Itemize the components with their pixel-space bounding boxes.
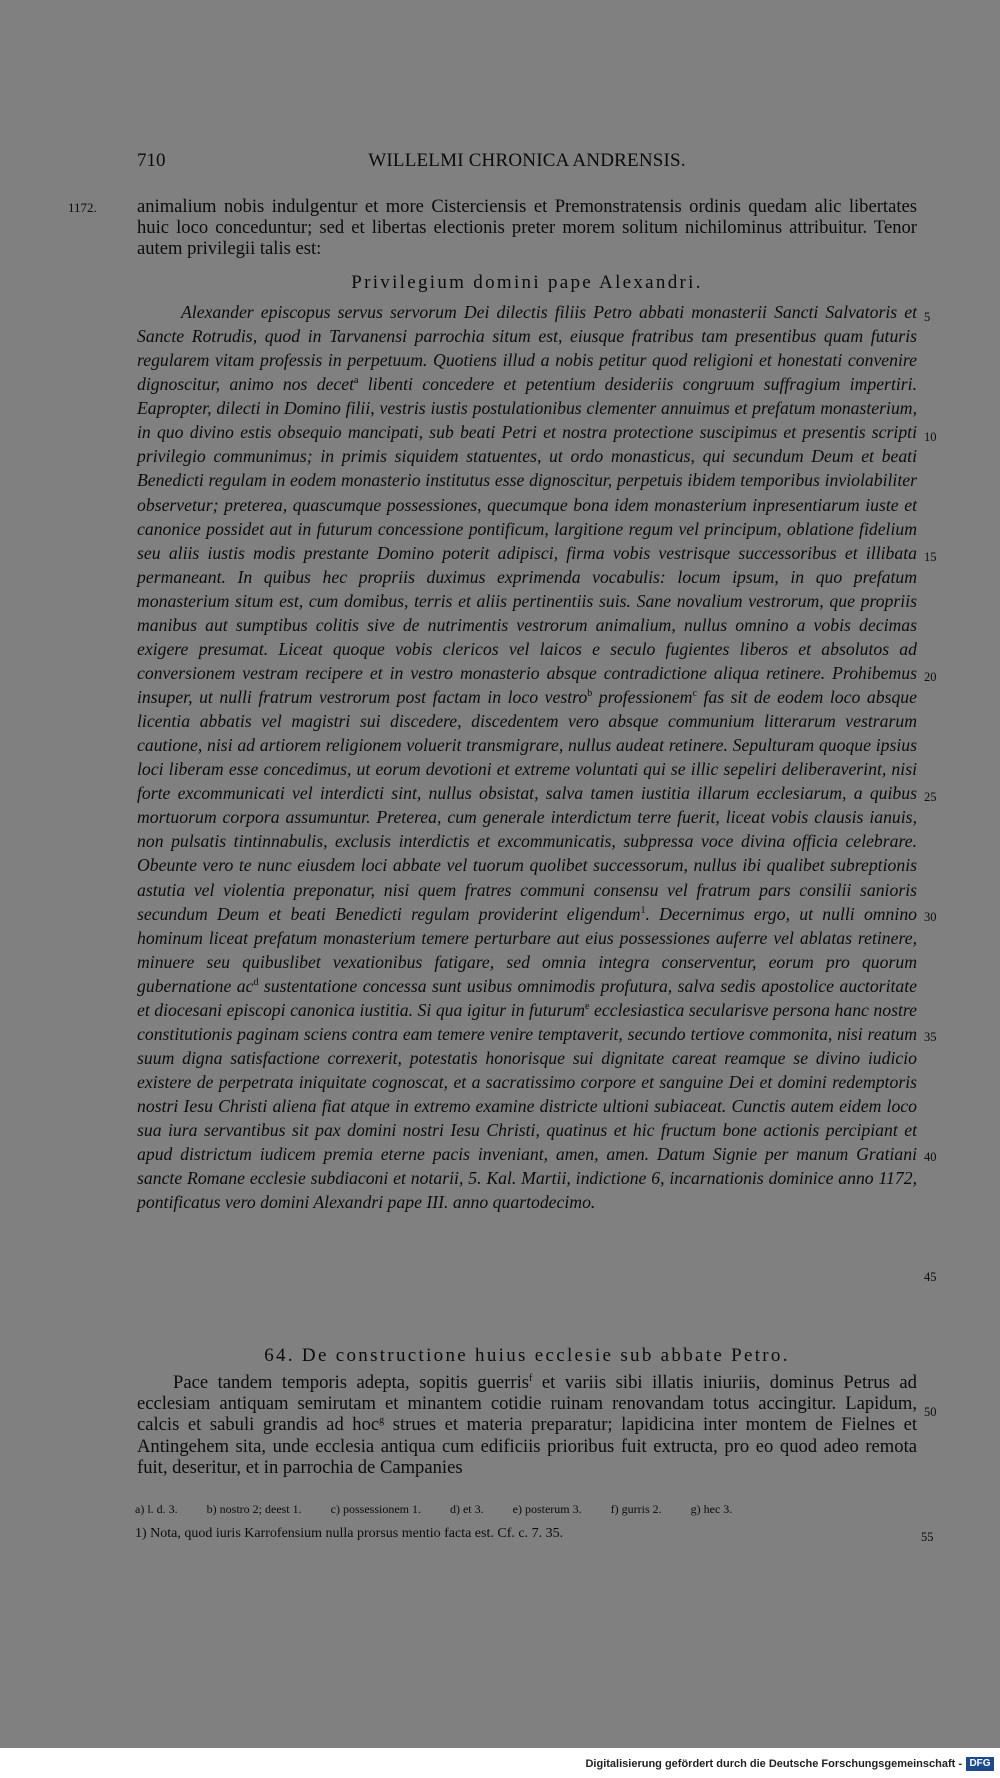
footnote-mark: c — [692, 688, 697, 700]
line-number: 25 — [924, 790, 937, 804]
chapter-text-part: Pace tandem temporis adepta, sopitis guerris — [173, 1372, 529, 1393]
privilege-text-part: sustentatione concessa sunt usibus omnimodis profutura, salva sedis apostolice auctoritate et diocesani episcopi canonica iustitia. Si qua igitur in futurum — [137, 975, 918, 1020]
funding-footer-bar — [0, 1748, 1000, 1778]
dfg-logo-icon: DFG — [966, 1757, 994, 1771]
variant-note: g) hec 3. — [690, 1502, 733, 1516]
privilege-text-part: Alexander episcopus servus servorum Dei dilectis filiis Petro abbati monasterii Sancti Salvatoris et Sancte Rotrudis, quod in Tarvanensi parrochia situm est, eiusque fratribus tam presentibus quam futuris regularem vitam professis in perpetuum. Quotiens illud a nobis petitur quod religioni et honestati convenire dignoscitur, animo nos decet — [137, 302, 917, 395]
variant-note: b) nostro 2; deest 1. — [206, 1502, 302, 1516]
funding-notice: Digitalisierung gefördert durch die Deutsche Forschungsgemeinschaft - — [585, 1758, 962, 1770]
line-number: 10 — [924, 430, 937, 444]
footnote-mark: 1 — [640, 904, 646, 916]
privilege-text-part: libenti concedere et petentium desideriis congruum suffragium impertiri. Eapropter, dilecti in Domino filii, vestris iustis postulationibus clementer annuimus et prefatum monasterium, in quo divino estis obsequio mancipati, sub beati Petri et nostra protectione suscipimus et presentis scripti privilegio communimus; in primis siquidem statuentes, ut ordo monasticus, qui secundum Deum et beati Benedicti regulam in eodem monasterio institutus esse dignoscitur, perpetuis ibidem temporibus inviolabiliter observetur; preterea, quascumque possessiones, quecumque bona idem monasterium inpresentiarum iuste et canonice possidet aut in futurum concessione pontificum, largitione regum vel principum, oblatione fidelium seu aliis iustis modis prestante Domino poterit adipisci, firma vobis vestrisque successoribus et illibata permaneant. In quibus hec propriis duximus exprimenda vocabulis: locum ipsum, in quo prefatum monasterium situm est, cum domibus, terris et aliis pertinentiis suis. Sane novalium vestrorum, que propriis manibus aut sumptibus colitis sive de nutrimentis vestrorum animalium, nullus omnino a vobis decimas exigere presumat. Liceat quoque vobis clericos vel laicos e seculo fugientes liberos et absolutos ad conversionem vestram recipere et in vestro monasterio absque contradictione aliqua retinere. Prohibemus insuper, ut nulli fratrum vestrorum post factam in loco vestro — [137, 374, 917, 707]
footnote-mark: d — [253, 976, 259, 988]
explanatory-footnote: 1) Nota, quod iuris Karrofensium nulla prorsus mentio facta est. Cf. c. 7. 35. — [135, 1526, 564, 1541]
variant-note: f) gurris 2. — [610, 1502, 662, 1516]
variant-note: e) posterum 3. — [512, 1502, 582, 1516]
privilege-text-part: fas sit de eodem loco absque licentia abbatis vel magistri sui discedere, discedentem vero absque communium litterarum vestrarum cautione, nisi ad artiorem religionem voluerit transmigrare, nullus audeat retinere. Sepulturam quoque ipsius loci liberam esse concedimus, ut eorum devotioni et extreme voluntati qui se illic sepeliri deliberaverint, nisi forte excommunicati vel interdicti sint, nullus obsistat, salva tamen iustitia illarum ecclesiarum, a quibus mortuorum corpora assumuntur. Preterea, cum generale interdictum terre fuerit, liceat vobis clausis ianuis, non pulsatis tintinnabulis, exclusis interdictis et excommunicatis, subpressa voce divina officia celebrare. Obeunte vero te nunc eiusdem loci abbate vel tuorum quolibet successorum, nullus ibi qualibet subreptionis astutia vel violentia preponatur, nisi quem fratres communi consensu vel fratrum pars consilii sanioris secundum Deum et beati Benedicti regulam providerint eligendum — [137, 687, 917, 924]
privilege-text-part: ecclesiastica secularisve persona hanc nostre constitutionis paginam sciens contra eam temere venire temptaverit, secundo tertiove commonita, nisi reatum suum digna satisfactione correxerit, potestatis honorisque sui dignitate careat reamque se divino iudicio existere de perpetrata iniquitate cognoscat, et a sacratissimo corpore et sanguine Dei et domini redemptoris nostri Iesu Christi aliena fiat atque in extremo examine districte ultioni subiaceat. Cunctis autem eidem loco sua iura servantibus sit pax domini nostri Iesu Christi, quatinus et hic fructum bone actionis percipiant et apud districtum iudicem premia eterne pacis inveniant, amen, amen. Datum Signie per manum Gratiani sancte Romane ecclesie subdiaconi et notarii, 5. Kal. Martii, indictione 6, incarnationis dominice anno 1172, pontificatus vero domini Alexandri pape III. anno quartodecimo. — [137, 999, 917, 1213]
textual-variants — [135, 1502, 758, 1517]
variant-note: d) et 3. — [449, 1502, 484, 1516]
privilege-text — [137, 300, 917, 1214]
line-number: 55 — [921, 1530, 934, 1544]
running-title: WILLELMI CHRONICA ANDRENSIS. — [368, 150, 686, 171]
page-header — [137, 150, 917, 178]
privilege-text-part: professionem — [592, 687, 693, 707]
line-number: 35 — [924, 1030, 937, 1044]
footnote-mark: b — [587, 688, 593, 700]
footnote-mark: a — [354, 375, 359, 387]
page-number: 710 — [137, 150, 166, 171]
intro-paragraph: animalium nobis indulgentur et more Cisterciensis et Premonstratensis ordinis quedam alic libertates huic loco conceduntur; sed et libertas electionis preter morem solitum nichilominus attribuitur. Tenor autem privilegii talis est: — [137, 196, 917, 259]
privilege-text-part: . Decernimus ergo, ut nulli omnino hominum liceat prefatum monasterium temere perturbare aut eius possessiones auferre vel ablatas retinere, minuere seu quibuslibet vexationibus fatigare, sed omnia integra conserventur, eorum pro quorum gubernatione ac — [137, 903, 918, 996]
line-number: 20 — [924, 670, 937, 684]
line-number: 45 — [924, 1270, 937, 1284]
line-number: 40 — [924, 1150, 937, 1164]
footnote-mark: e — [585, 1000, 590, 1012]
variant-note: c) possessionem 1. — [330, 1502, 421, 1516]
footnote-mark: f — [528, 1372, 533, 1384]
footnote-mark: g — [379, 1415, 385, 1427]
line-number: 5 — [924, 310, 931, 324]
chapter-text — [137, 1372, 917, 1478]
line-number: 15 — [924, 550, 937, 564]
chapter-title: 64. De constructione huius ecclesie sub abbate Petro. — [264, 1345, 790, 1366]
variant-note: a) l. d. 3. — [135, 1502, 178, 1516]
margin-year: 1172. — [68, 200, 97, 215]
line-number: 30 — [924, 910, 937, 924]
chapter-text-part: strues et materia preparatur; lapidicina inter montem de Fielnes et Antingehem sita, unde ecclesia antiqua cum edificiis prioribus fuit extructa, pro eo quod adeo remota fuit, deseritur, et in parrochia de Campanies — [137, 1414, 917, 1478]
privilege-title: Privilegium domini pape Alexandri. — [351, 272, 703, 293]
line-number: 50 — [924, 1405, 937, 1419]
chapter-text-part: et variis sibi illatis iniuriis, dominus Petrus ad ecclesiam antiquam semirutam et minantem cotidie ruinam renovandam totus accingitur. Lapidum, calcis et sabuli grandis ad hoc — [137, 1372, 917, 1436]
